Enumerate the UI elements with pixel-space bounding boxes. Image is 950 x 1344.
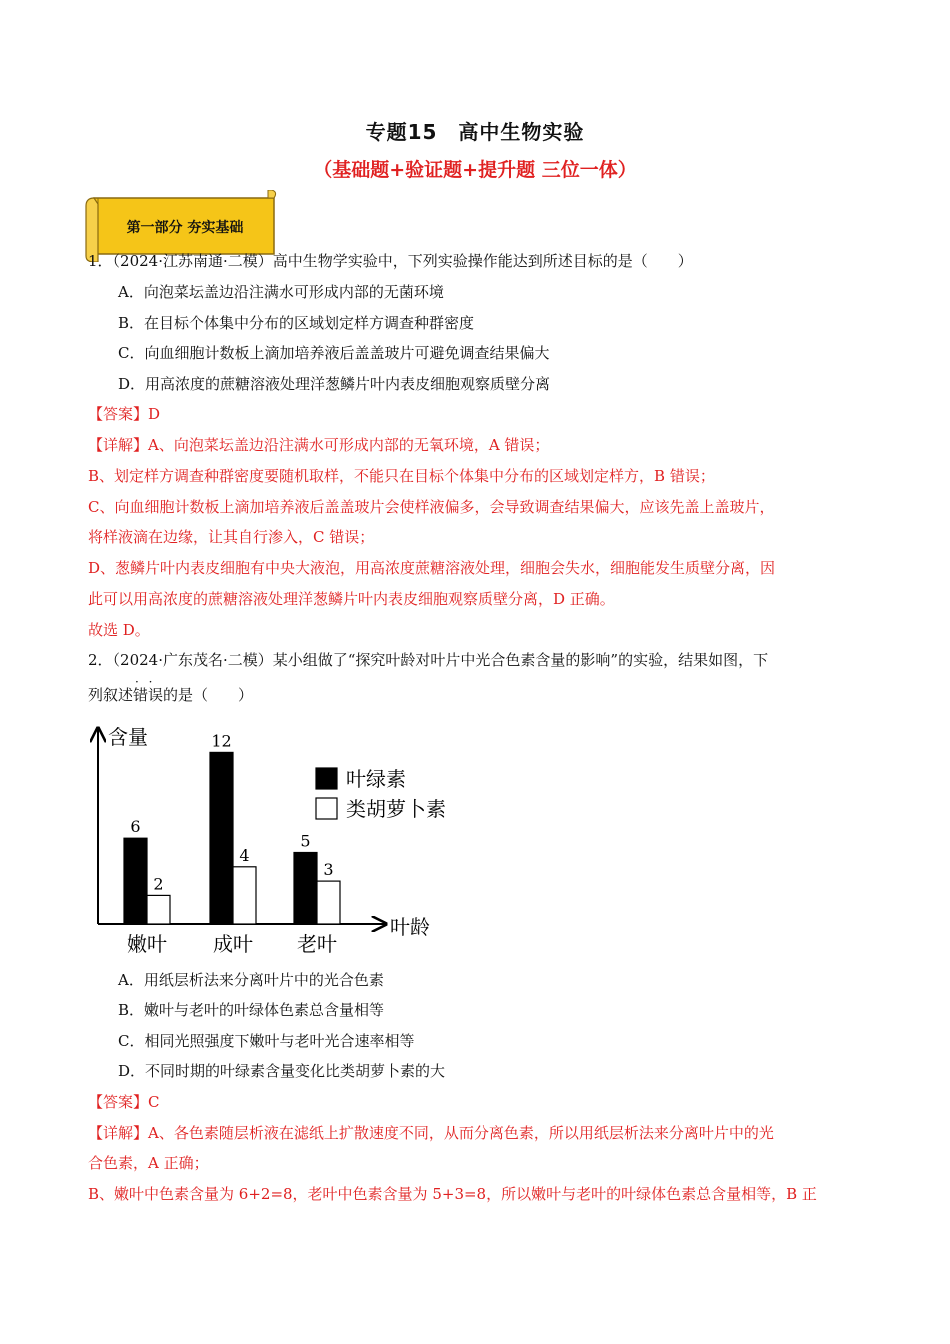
question-2-option-b: B．嫩叶与老叶的叶绿体色素总含量相等 (118, 1001, 385, 1019)
category-label: 成叶 (213, 932, 253, 956)
question-1-option-d: D．用高浓度的蔗糖溶液处理洋葱鳞片叶内表皮细胞观察质壁分离 (118, 375, 551, 393)
data-label: 12 (211, 731, 232, 751)
bar-chlorophyll (124, 838, 147, 924)
data-label: 6 (130, 817, 141, 837)
bar-carotenoid (147, 895, 170, 924)
category-label: 嫩叶 (127, 932, 167, 956)
data-label: 2 (153, 874, 164, 894)
question-2-stem-line2 (88, 685, 253, 705)
question-1-explain-line: 【详解】A、向泡菜坛盖边沿注满水可形成内部的无氧环境，A 错误； (88, 436, 550, 454)
stem-text: 列叙述 (88, 686, 134, 704)
question-1-explain-line: 此可以用高浓度的蔗糖溶液处理洋葱鳞片叶内表皮细胞观察质壁分离，D 正确。 (88, 590, 615, 608)
legend-label: 叶绿素 (346, 767, 406, 791)
bar-carotenoid (317, 881, 340, 924)
question-2-option-a: A．用纸层析法来分离叶片中的光合色素 (118, 971, 384, 989)
data-label: 5 (300, 831, 311, 851)
question-1-option-c: C．向血细胞计数板上滴加培养液后盖盖玻片可避免调查结果偏大 (118, 344, 550, 362)
bar-chlorophyll (210, 752, 233, 924)
legend-label: 类胡萝卜素 (346, 797, 446, 821)
question-2-option-d: D．不同时期的叶绿素含量变化比类胡萝卜素的大 (118, 1062, 446, 1080)
question-1-explain-line: D、葱鳞片叶内表皮细胞有中央大液泡，用高浓度蔗糖溶液处理，细胞会失水，细胞能发生质壁分离，因 (88, 559, 776, 577)
question-1-answer: 【答案】D (88, 405, 161, 423)
question-2-stem: 2．（2024·广东茂名·二模）某小组做了“探究叶龄对叶片中光合色素含量的影响”的实验，结果如图，下 (88, 651, 769, 669)
pigment-bar-chart (86, 718, 446, 963)
question-1-option-b: B．在目标个体集中分布的区域划定样方调查种群密度 (118, 314, 475, 332)
page-title: 专题15 高中生物实验 (365, 120, 585, 144)
question-2-explain-line: 合色素，A 正确； (88, 1154, 209, 1172)
question-2-option-c: C．相同光照强度下嫩叶与老叶光合速率相等 (118, 1032, 415, 1050)
stem-text: 的是（ ） (163, 686, 254, 704)
x-axis-label: 叶龄 (390, 915, 430, 939)
question-2-explain-line: B、嫩叶中色素含量为 6+2=8，老叶中色素含量为 5+3=8，所以嫩叶与老叶的叶绿体色素总含量相等，B 正 (88, 1185, 817, 1203)
question-2-explain-line: 【详解】A、各色素随层析液在滤纸上扩散速度不同，从而分离色素，所以用纸层析法来分离叶片中的光 (88, 1124, 774, 1142)
emphasis-text: 错误 · · (133, 686, 163, 704)
page-subtitle: （基础题+验证题+提升题 三位一体） (313, 159, 637, 181)
question-1-explain-line: C、向血细胞计数板上滴加培养液后盖盖玻片会使样液偏多，会导致调查结果偏大，应该先盖上盖玻片， (88, 498, 775, 516)
question-1-option-a: A．向泡菜坛盖边沿注满水可形成内部的无菌环境 (118, 283, 444, 301)
legend-swatch (316, 798, 337, 819)
data-label: 3 (323, 860, 334, 880)
category-label: 老叶 (297, 932, 337, 956)
section-label: 第一部分 夯实基础 (126, 220, 244, 236)
data-label: 4 (239, 845, 250, 865)
question-1-explain-line: 将样液滴在边缘，让其自行渗入，C 错误； (88, 528, 375, 546)
question-1-explain-line: 故选 D。 (88, 621, 150, 639)
y-axis-label: 含量 (108, 725, 148, 749)
legend-swatch (316, 768, 337, 789)
bar-chlorophyll (294, 853, 317, 925)
question-1-explain-line: B、划定样方调查种群密度要随机取样，不能只在目标个体集中分布的区域划定样方，B 错误； (88, 467, 715, 485)
question-2-answer: 【答案】C (88, 1093, 160, 1111)
question-1-stem: 1．（2024·江苏南通·二模）高中生物学实验中，下列实验操作能达到所述目标的是（ ） (88, 252, 693, 270)
bar-carotenoid (233, 867, 256, 924)
